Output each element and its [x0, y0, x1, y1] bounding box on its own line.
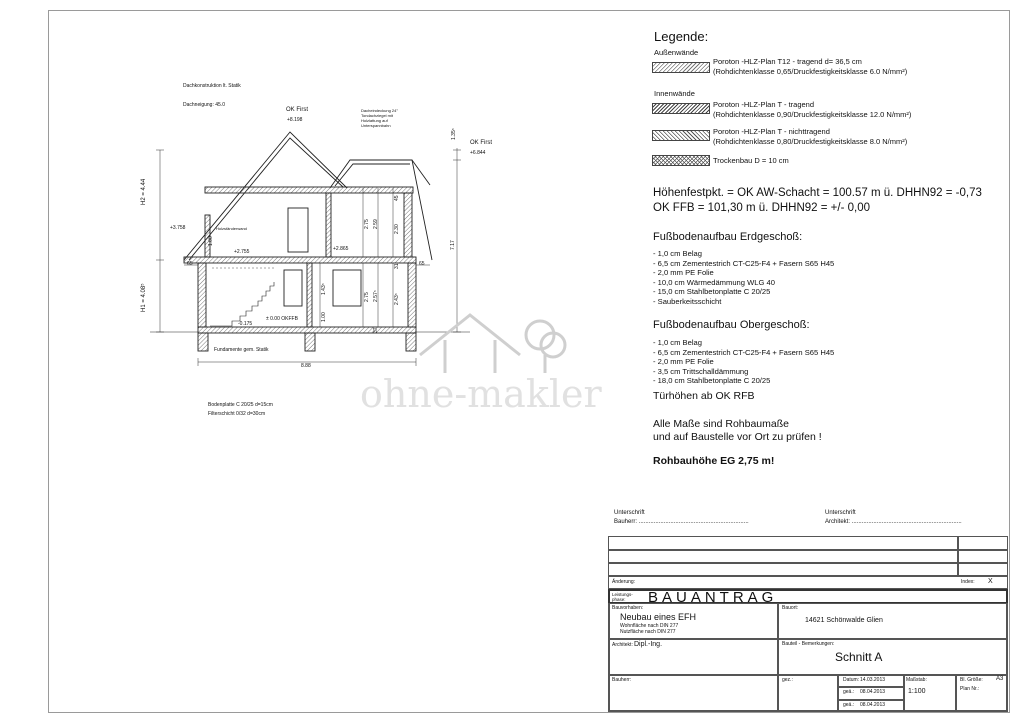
geae-label: geä.: — [843, 689, 855, 695]
base-slab-note: Bodenplatte C 20/25 d=15cm — [208, 402, 273, 408]
project-label: Bauvorhaben: — [612, 605, 644, 611]
list-item: - 15,0 cm Stahlbetonplatte C 20/25 — [653, 287, 771, 297]
level-0175: -0.175 — [238, 321, 253, 327]
list-item: - 6,5 cm Zementestrich CT-C25-F4 + Fasern S65 H45 — [653, 258, 835, 268]
list-item: - 3,5 cm Trittschalldämmung — [653, 366, 749, 376]
part-label: Bauteil - Bemerkungen: — [782, 641, 835, 647]
dim-31: 31 — [394, 263, 400, 269]
sign-left-label: Unterschrift — [614, 510, 645, 516]
gesa-label: geä.: — [843, 702, 855, 708]
holzstaenderwand-label: Holzständerwand — [216, 226, 247, 231]
ok-first-side-value: +6.844 — [470, 150, 486, 156]
ok-first-side-label: OK First — [470, 140, 492, 146]
dim-37: 37 — [373, 327, 379, 333]
level-2755: +2.755 — [234, 249, 250, 255]
gesa-value: 08.04.2013 — [860, 702, 886, 708]
geae-value: 08.04.2013 — [860, 689, 886, 695]
watermark-house-icon — [415, 305, 575, 375]
level-000: ± 0.00 OKFFB — [266, 316, 298, 322]
sign-right-role: Architekt: .................................................................. — [825, 519, 962, 525]
level-2865: +2.865 — [333, 246, 349, 252]
legend-inner-item1: Poroton -HLZ-Plan T - tragend (Rohdichtenklasse 0,90/Druckfestigkeitsklasse 12.0 N/mm²) — [713, 100, 912, 119]
h1-dim: H1 = 4.08⁵ — [141, 283, 147, 312]
sign-right-label: Unterschrift — [825, 510, 856, 516]
legend-drywall: Trockenbau D = 10 cm — [713, 156, 789, 165]
dim-717: 7.17 — [450, 240, 456, 250]
note-line2: und auf Baustelle vor Ort zu prüfen ! — [653, 431, 822, 443]
part-value: Schnitt A — [835, 650, 883, 664]
floor-eg-list — [653, 249, 834, 307]
plan-label: Plan Nr.: — [960, 686, 980, 692]
door-heights-note: Türhöhen ab OK RFB — [653, 390, 755, 402]
note-line1: Alle Maße sind Rohbaumaße — [653, 418, 789, 430]
list-item: - Sauberkeitsschicht — [653, 296, 722, 306]
legend-swatch-inner-load — [652, 103, 710, 114]
sign-left-role: Bauherr: .................................................................. — [614, 519, 749, 525]
level-3758: +3.758 — [170, 225, 186, 231]
index-label: Index: — [961, 579, 975, 585]
list-item: - 1,0 cm Belag — [653, 338, 702, 347]
legend-outer-walls: Außenwände — [654, 48, 699, 57]
title-block — [608, 536, 1008, 712]
list-item: - 18,0 cm Stahlbetonplatte C 20/25 — [653, 376, 771, 386]
legend-inner-walls: Innenwände — [654, 89, 695, 98]
dim-135: 1.35⁵ — [451, 128, 457, 140]
list-item: - 10,0 cm Wärmedämmung WLG 40 — [653, 277, 775, 287]
roof-construction-note: Dachkonstruktion lt. Statik — [183, 83, 241, 89]
date-label: Datum: — [843, 677, 860, 683]
rohbau-note: Rohbauhöhe EG 2,75 m! — [653, 455, 775, 467]
size-value: A3 — [996, 676, 1004, 682]
phase-value: BAUANTRAG — [648, 589, 778, 606]
legend-swatch-outer — [652, 62, 710, 73]
scale-label: Maßstab: — [906, 677, 927, 683]
ok-first-main-label: OK First — [286, 107, 308, 113]
list-item: - 1,0 cm Belag — [653, 249, 702, 258]
index-value: X — [988, 578, 993, 585]
dim-45: 45 — [394, 195, 400, 201]
legend-swatch-inner-nonload — [652, 130, 710, 141]
dim-143: 1.43⁵ — [321, 283, 327, 295]
legend-swatch-drywall — [652, 155, 710, 166]
floor-og-title: Fußbodenaufbau Obergeschoß: — [653, 319, 810, 331]
architect-label: Architekt: — [612, 642, 633, 648]
list-item: - 2,0 mm PE Folie — [653, 268, 714, 278]
dim-65-left: 65 — [187, 261, 193, 267]
dim-243: 2.43⁵ — [394, 293, 400, 305]
dim-230: 2.30 — [394, 224, 400, 234]
roof-covering-note: Dacheindeckung 24° Tondachziegel mit Holzlattung auf Unterspannbahn — [361, 108, 398, 128]
floor-eg-title: Fußbodenaufbau Erdgeschoß: — [653, 231, 803, 243]
dim-259: 2.59 — [373, 219, 379, 229]
height-ref-line1: Höhenfestpkt. = OK AW-Schacht = 100.57 m ü. DHHN92 = -0,73 — [653, 187, 982, 199]
dim-100-low: 1.00 — [321, 312, 327, 322]
foundation-note: Fundamente gem. Statik — [214, 347, 269, 353]
h2-dim: H2 = 4.44 — [141, 178, 147, 205]
height-ref-line2: OK FFB = 101,30 m ü. DHHN92 = +/- 0,00 — [653, 202, 871, 214]
scale-value: 1:100 — [908, 688, 926, 695]
project-sub: Wohnfläche nach DIN 277 Nutzfläche nach DIN 277 — [620, 623, 679, 635]
watermark: ohne-makler — [360, 372, 602, 416]
dim-65-right: 65 — [419, 261, 425, 267]
legend-title: Legende: — [654, 29, 709, 44]
dim-257: 2.57⁵ — [373, 290, 379, 302]
dim-275-lower: 2.75 — [364, 292, 370, 302]
floor-og-list — [653, 338, 834, 386]
dim-275-upper: 2.75 — [364, 219, 370, 229]
width-888: 8.88 — [301, 363, 311, 369]
aenderung-row — [608, 576, 1008, 589]
date-value: 14.03.2013 — [860, 677, 886, 683]
project-value: Neubau eines EFH — [620, 612, 697, 622]
legend-inner-item2: Poroton -HLZ-Plan T - nichttragend (Rohdichtenklasse 0,80/Druckfestigkeitsklasse 8.0 N/mm²) — [713, 127, 908, 146]
legend-outer-item: Poroton -HLZ-Plan T12 - tragend d= 36,5 cm (Rohdichtenklasse 0,65/Druckfestigkeitsklasse 6.0 N/mm²) — [713, 57, 908, 76]
location-value: 14621 Schönwalde Glien — [805, 617, 883, 624]
phase-label: Leistungs- phase: — [612, 592, 633, 602]
aenderung-label: Änderung: — [612, 579, 636, 585]
roof-pitch-note: Dachneigung: 45.0 — [183, 102, 225, 108]
list-item: - 6,5 cm Zementestrich CT-C25-F4 + Fasern S65 H45 — [653, 347, 835, 357]
filter-layer-note: Filterschicht 0/32 d=30cm — [208, 411, 266, 417]
list-item: - 2,0 mm PE Folie — [653, 357, 714, 367]
architect-value: Dipl.-Ing. — [634, 641, 663, 648]
gez-label: gez.: — [782, 677, 793, 683]
ok-first-main-value: +8.198 — [287, 117, 303, 123]
dim-100-top: 1.00 — [208, 236, 214, 246]
location-label: Bauort: — [782, 605, 799, 611]
size-label: Bl. Größe: — [960, 677, 983, 683]
client-label: Bauherr: — [612, 677, 632, 683]
